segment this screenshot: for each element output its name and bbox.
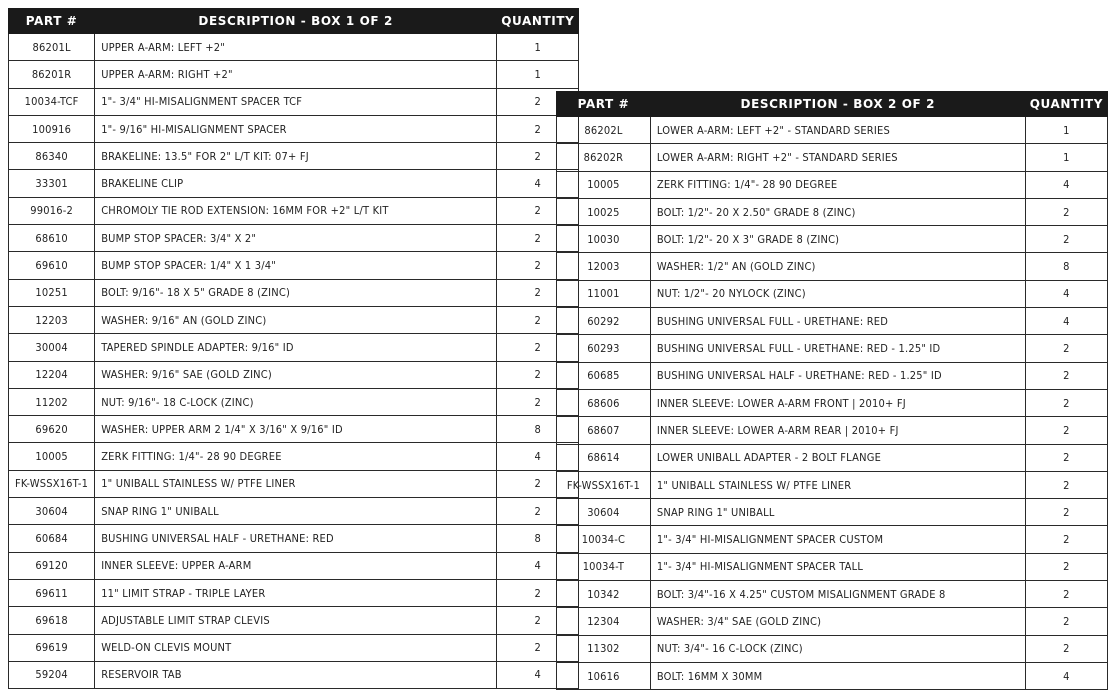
part-number-cell: 60685 (557, 362, 651, 389)
parts-table-box-2 (556, 91, 1108, 690)
description-cell: 11" LIMIT STRAP - TRIPLE LAYER (95, 579, 497, 606)
quantity-cell: 2 (497, 252, 579, 279)
quantity-cell: 2 (1025, 608, 1107, 635)
quantity-cell: 2 (1025, 444, 1107, 471)
quantity-cell: 2 (1025, 198, 1107, 225)
table-row (9, 34, 579, 61)
quantity-cell: 2 (1025, 526, 1107, 553)
description-cell: BUMP STOP SPACER: 1/4" X 1 3/4" (95, 252, 497, 279)
part-number-cell: 69618 (9, 607, 95, 634)
part-number-cell: 10342 (557, 581, 651, 608)
part-number-cell: 10005 (9, 443, 95, 470)
quantity-cell: 2 (1025, 389, 1107, 416)
quantity-cell: 2 (1025, 553, 1107, 580)
part-number-cell: 68606 (557, 389, 651, 416)
part-number-cell: 86201L (9, 34, 95, 61)
description-cell: BRAKELINE CLIP (95, 170, 497, 197)
description-cell: BOLT: 1/2"- 20 X 2.50" GRADE 8 (ZINC) (650, 198, 1025, 225)
quantity-cell: 2 (1025, 471, 1107, 498)
quantity-cell: 4 (1025, 308, 1107, 335)
description-cell: INNER SLEEVE: UPPER A-ARM (95, 552, 497, 579)
table-row (9, 525, 579, 552)
part-number-cell: 59204 (9, 661, 95, 688)
description-cell: 1" UNIBALL STAINLESS W/ PTFE LINER (95, 470, 497, 497)
table-row (557, 335, 1108, 362)
description-cell: BUSHING UNIVERSAL FULL - URETHANE: RED - 1.25" ID (650, 335, 1025, 362)
description-cell: 1"- 3/4" HI-MISALIGNMENT SPACER TALL (650, 553, 1025, 580)
quantity-cell: 2 (497, 334, 579, 361)
description-cell: TAPERED SPINDLE ADAPTER: 9/16" ID (95, 334, 497, 361)
part-number-cell: 60293 (557, 335, 651, 362)
description-cell: BOLT: 3/4"-16 X 4.25" CUSTOM MISALIGNMENT GRADE 8 (650, 581, 1025, 608)
part-number-cell: 10034-T (557, 553, 651, 580)
part-number-cell: 100916 (9, 115, 95, 142)
quantity-cell: 1 (497, 61, 579, 88)
description-cell: WASHER: 3/4" SAE (GOLD ZINC) (650, 608, 1025, 635)
column-header-description: DESCRIPTION - BOX 2 OF 2 (650, 92, 1025, 117)
table-row (9, 143, 579, 170)
quantity-cell: 8 (497, 416, 579, 443)
quantity-cell: 2 (497, 115, 579, 142)
quantity-cell: 2 (497, 279, 579, 306)
table-row (557, 117, 1108, 144)
part-number-cell: 69610 (9, 252, 95, 279)
description-cell: WELD-ON CLEVIS MOUNT (95, 634, 497, 661)
parts-table-box-1 (8, 8, 579, 689)
description-cell: BUSHING UNIVERSAL HALF - URETHANE: RED - 1.25" ID (650, 362, 1025, 389)
table-row (9, 498, 579, 525)
quantity-cell: 2 (497, 634, 579, 661)
quantity-cell: 2 (497, 88, 579, 115)
table-row (9, 279, 579, 306)
quantity-cell: 2 (1025, 362, 1107, 389)
quantity-cell: 2 (497, 225, 579, 252)
description-cell: INNER SLEEVE: LOWER A-ARM REAR | 2010+ FJ (650, 417, 1025, 444)
quantity-cell: 4 (497, 170, 579, 197)
part-number-cell: 30004 (9, 334, 95, 361)
table-row (9, 170, 579, 197)
description-cell: ADJUSTABLE LIMIT STRAP CLEVIS (95, 607, 497, 634)
quantity-cell: 4 (1025, 171, 1107, 198)
description-cell: LOWER A-ARM: LEFT +2" - STANDARD SERIES (650, 117, 1025, 144)
quantity-cell: 2 (497, 361, 579, 388)
part-number-cell: 12204 (9, 361, 95, 388)
part-number-cell: 86202R (557, 144, 651, 171)
part-number-cell: 68614 (557, 444, 651, 471)
description-cell: BUSHING UNIVERSAL HALF - URETHANE: RED (95, 525, 497, 552)
description-cell: NUT: 9/16"- 18 C-LOCK (ZINC) (95, 388, 497, 415)
part-number-cell: 10005 (557, 171, 651, 198)
part-number-cell: 11202 (9, 388, 95, 415)
description-cell: 1"- 3/4" HI-MISALIGNMENT SPACER CUSTOM (650, 526, 1025, 553)
part-number-cell: 11001 (557, 280, 651, 307)
table-row (557, 308, 1108, 335)
table-row (9, 61, 579, 88)
description-cell: WASHER: 9/16" AN (GOLD ZINC) (95, 306, 497, 333)
part-number-cell: FK-WSSX16T-1 (557, 471, 651, 498)
quantity-cell: 2 (1025, 226, 1107, 253)
table-row (557, 444, 1108, 471)
description-cell: SNAP RING 1" UNIBALL (95, 498, 497, 525)
table-body-box-1 (9, 34, 579, 689)
quantity-cell: 2 (497, 470, 579, 497)
description-cell: LOWER A-ARM: RIGHT +2" - STANDARD SERIES (650, 144, 1025, 171)
description-cell: SNAP RING 1" UNIBALL (650, 499, 1025, 526)
column-header-part: PART # (557, 92, 651, 117)
description-cell: NUT: 1/2"- 20 NYLOCK (ZINC) (650, 280, 1025, 307)
part-number-cell: 12304 (557, 608, 651, 635)
column-header-part: PART # (9, 9, 95, 34)
quantity-cell: 1 (1025, 117, 1107, 144)
table-row (9, 634, 579, 661)
quantity-cell: 8 (1025, 253, 1107, 280)
description-cell: 1"- 3/4" HI-MISALIGNMENT SPACER TCF (95, 88, 497, 115)
part-number-cell: 30604 (9, 498, 95, 525)
table-row (9, 607, 579, 634)
table-header-row (9, 9, 579, 34)
table-row (557, 389, 1108, 416)
part-number-cell: 30604 (557, 499, 651, 526)
quantity-cell: 2 (497, 388, 579, 415)
part-number-cell: 86202L (557, 117, 651, 144)
description-cell: RESERVOIR TAB (95, 661, 497, 688)
table-row (557, 280, 1108, 307)
quantity-cell: 2 (497, 607, 579, 634)
description-cell: CHROMOLY TIE ROD EXTENSION: 16MM FOR +2" L/T KIT (95, 197, 497, 224)
quantity-cell: 4 (1025, 662, 1107, 689)
description-cell: WASHER: UPPER ARM 2 1/4" X 3/16" X 9/16" ID (95, 416, 497, 443)
description-cell: BOLT: 1/2"- 20 X 3" GRADE 8 (ZINC) (650, 226, 1025, 253)
table-row (9, 443, 579, 470)
quantity-cell: 2 (1025, 499, 1107, 526)
part-number-cell: 86340 (9, 143, 95, 170)
quantity-cell: 2 (1025, 417, 1107, 444)
table-row (557, 226, 1108, 253)
description-cell: WASHER: 1/2" AN (GOLD ZINC) (650, 253, 1025, 280)
table-row (557, 526, 1108, 553)
description-cell: WASHER: 9/16" SAE (GOLD ZINC) (95, 361, 497, 388)
part-number-cell: 10616 (557, 662, 651, 689)
table-row (557, 198, 1108, 225)
table-row (9, 388, 579, 415)
description-cell: ZERK FITTING: 1/4"- 28 90 DEGREE (650, 171, 1025, 198)
quantity-cell: 1 (497, 34, 579, 61)
column-header-quantity: QUANTITY (497, 9, 579, 34)
part-number-cell: 69619 (9, 634, 95, 661)
table-body-box-2 (557, 117, 1108, 690)
part-number-cell: 68610 (9, 225, 95, 252)
table-row (9, 225, 579, 252)
table-header-row (557, 92, 1108, 117)
table-row (9, 334, 579, 361)
table-row (557, 608, 1108, 635)
part-number-cell: 86201R (9, 61, 95, 88)
table-row (557, 471, 1108, 498)
table-row (557, 581, 1108, 608)
table-row (557, 499, 1108, 526)
part-number-cell: 33301 (9, 170, 95, 197)
table-row (557, 553, 1108, 580)
table-row (557, 253, 1108, 280)
part-number-cell: 99016-2 (9, 197, 95, 224)
table-row (9, 470, 579, 497)
table-row (9, 306, 579, 333)
part-number-cell: 68607 (557, 417, 651, 444)
table-row (557, 635, 1108, 662)
part-number-cell: 60684 (9, 525, 95, 552)
table-row (9, 579, 579, 606)
table-row (557, 144, 1108, 171)
part-number-cell: 10030 (557, 226, 651, 253)
description-cell: LOWER UNIBALL ADAPTER - 2 BOLT FLANGE (650, 444, 1025, 471)
quantity-cell: 2 (1025, 335, 1107, 362)
part-number-cell: 12003 (557, 253, 651, 280)
description-cell: BUMP STOP SPACER: 3/4" X 2" (95, 225, 497, 252)
description-cell: NUT: 3/4"- 16 C-LOCK (ZINC) (650, 635, 1025, 662)
quantity-cell: 4 (497, 552, 579, 579)
table-row (557, 362, 1108, 389)
table-row (9, 115, 579, 142)
quantity-cell: 2 (1025, 581, 1107, 608)
table-row (557, 171, 1108, 198)
quantity-cell: 1 (1025, 144, 1107, 171)
quantity-cell: 2 (497, 579, 579, 606)
table-row (9, 88, 579, 115)
part-number-cell: 69120 (9, 552, 95, 579)
quantity-cell: 2 (497, 306, 579, 333)
column-header-description: DESCRIPTION - BOX 1 OF 2 (95, 9, 497, 34)
part-number-cell: 10034-C (557, 526, 651, 553)
description-cell: BOLT: 16MM X 30MM (650, 662, 1025, 689)
part-number-cell: FK-WSSX16T-1 (9, 470, 95, 497)
description-cell: 1" UNIBALL STAINLESS W/ PTFE LINER (650, 471, 1025, 498)
description-cell: BRAKELINE: 13.5" FOR 2" L/T KIT: 07+ FJ (95, 143, 497, 170)
part-number-cell: 60292 (557, 308, 651, 335)
part-number-cell: 10034-TCF (9, 88, 95, 115)
part-number-cell: 11302 (557, 635, 651, 662)
quantity-cell: 2 (497, 498, 579, 525)
quantity-cell: 4 (497, 443, 579, 470)
part-number-cell: 10025 (557, 198, 651, 225)
table-row (9, 552, 579, 579)
part-number-cell: 69611 (9, 579, 95, 606)
table-row (9, 361, 579, 388)
part-number-cell: 10251 (9, 279, 95, 306)
description-cell: INNER SLEEVE: LOWER A-ARM FRONT | 2010+ FJ (650, 389, 1025, 416)
table-row (557, 417, 1108, 444)
description-cell: ZERK FITTING: 1/4"- 28 90 DEGREE (95, 443, 497, 470)
quantity-cell: 2 (1025, 635, 1107, 662)
part-number-cell: 12203 (9, 306, 95, 333)
description-cell: UPPER A-ARM: LEFT +2" (95, 34, 497, 61)
table-row (9, 197, 579, 224)
description-cell: BOLT: 9/16"- 18 X 5" GRADE 8 (ZINC) (95, 279, 497, 306)
description-cell: UPPER A-ARM: RIGHT +2" (95, 61, 497, 88)
quantity-cell: 2 (497, 197, 579, 224)
table-row (9, 252, 579, 279)
quantity-cell: 8 (497, 525, 579, 552)
table-row (9, 661, 579, 688)
table-row (557, 662, 1108, 689)
quantity-cell: 4 (497, 661, 579, 688)
table-row (9, 416, 579, 443)
quantity-cell: 4 (1025, 280, 1107, 307)
description-cell: 1"- 9/16" HI-MISALIGNMENT SPACER (95, 115, 497, 142)
part-number-cell: 69620 (9, 416, 95, 443)
column-header-quantity: QUANTITY (1025, 92, 1107, 117)
description-cell: BUSHING UNIVERSAL FULL - URETHANE: RED (650, 308, 1025, 335)
quantity-cell: 2 (497, 143, 579, 170)
